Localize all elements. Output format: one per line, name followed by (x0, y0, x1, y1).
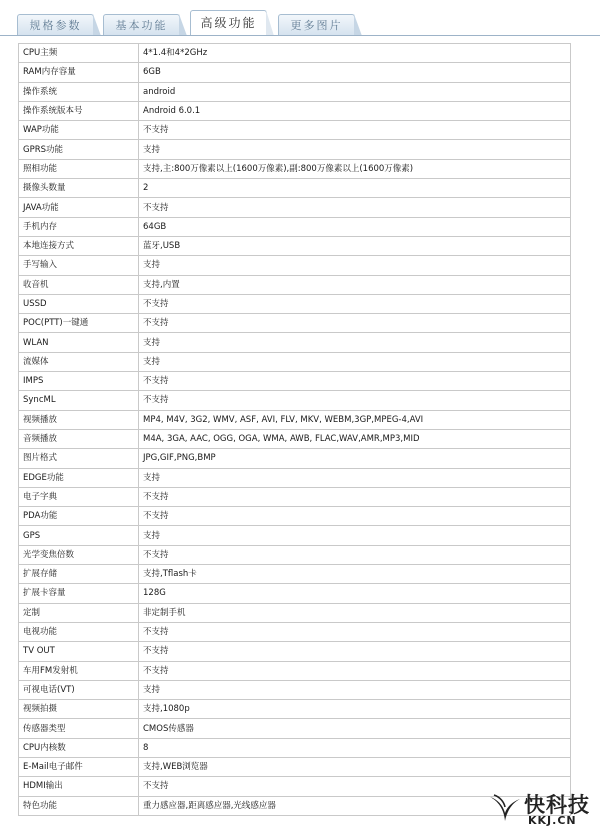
spec-key: E-Mail电子邮件 (19, 757, 139, 776)
spec-key: RAM内存容量 (19, 63, 139, 82)
table-row (19, 526, 571, 545)
spec-value: JPG,GIF,PNG,BMP (139, 449, 571, 468)
spec-key: WAP功能 (19, 121, 139, 140)
table-row (19, 622, 571, 641)
table-row (19, 680, 571, 699)
spec-key: SyncML (19, 391, 139, 410)
spec-value: 不支持 (139, 777, 571, 796)
spec-key: 视频拍摄 (19, 700, 139, 719)
table-row (19, 410, 571, 429)
bird-icon (488, 793, 522, 823)
spec-value: M4A, 3GA, AAC, OGG, OGA, WMA, AWB, FLAC,WAV,AMR,MP3,MID (139, 429, 571, 448)
spec-value: 2 (139, 179, 571, 198)
table-row (19, 584, 571, 603)
table-row (19, 294, 571, 313)
spec-value: 不支持 (139, 545, 571, 564)
table-row (19, 314, 571, 333)
spec-key: 扩展卡容量 (19, 584, 139, 603)
spec-key: 光学变焦倍数 (19, 545, 139, 564)
spec-key: IMPS (19, 372, 139, 391)
table-row (19, 140, 571, 159)
table-row (19, 661, 571, 680)
spec-key: 流媒体 (19, 352, 139, 371)
spec-key: 扩展存储 (19, 565, 139, 584)
spec-value: 不支持 (139, 198, 571, 217)
table-row (19, 256, 571, 275)
spec-key: 音频播放 (19, 429, 139, 448)
table-row (19, 757, 571, 776)
spec-value: 不支持 (139, 487, 571, 506)
table-row (19, 372, 571, 391)
spec-value: 支持 (139, 333, 571, 352)
spec-value: 不支持 (139, 294, 571, 313)
spec-key: TV OUT (19, 642, 139, 661)
spec-value: 重力感应器,距离感应器,光线感应器 (139, 796, 571, 815)
spec-value: MP4, M4V, 3G2, WMV, ASF, AVI, FLV, MKV, WEBM,3GP,MPEG-4,AVI (139, 410, 571, 429)
table-row (19, 487, 571, 506)
spec-key: JAVA功能 (19, 198, 139, 217)
spec-key: 车用FM发射机 (19, 661, 139, 680)
table-row (19, 352, 571, 371)
tab-divider (0, 35, 600, 36)
tab-more-images[interactable]: 更多图片 (278, 14, 355, 36)
spec-value: android (139, 82, 571, 101)
spec-key: 电视功能 (19, 622, 139, 641)
spec-key: CPU主频 (19, 44, 139, 63)
spec-key: 手机内存 (19, 217, 139, 236)
spec-key: 摄像头数量 (19, 179, 139, 198)
spec-value: 非定制手机 (139, 603, 571, 622)
watermark-name: 快科技 (524, 793, 590, 817)
spec-value: 128G (139, 584, 571, 603)
spec-value: 64GB (139, 217, 571, 236)
table-row (19, 719, 571, 738)
spec-value: 支持,1080p (139, 700, 571, 719)
table-row (19, 468, 571, 487)
spec-value: 支持,WEB浏览器 (139, 757, 571, 776)
spec-key: 图片格式 (19, 449, 139, 468)
spec-key: 操作系统 (19, 82, 139, 101)
spec-key: CPU内核数 (19, 738, 139, 757)
spec-value: 支持,Tflash卡 (139, 565, 571, 584)
spec-key: 手写输入 (19, 256, 139, 275)
table-row (19, 391, 571, 410)
spec-value: 6GB (139, 63, 571, 82)
table-row (19, 159, 571, 178)
spec-key: EDGE功能 (19, 468, 139, 487)
spec-key: 操作系统版本号 (19, 101, 139, 120)
spec-value: 支持,内置 (139, 275, 571, 294)
spec-key: POC(PTT)一键通 (19, 314, 139, 333)
spec-panel (18, 43, 571, 816)
spec-key: PDA功能 (19, 507, 139, 526)
table-row (19, 275, 571, 294)
table-row (19, 236, 571, 255)
spec-key: 照相功能 (19, 159, 139, 178)
spec-value: 不支持 (139, 314, 571, 333)
table-row (19, 198, 571, 217)
spec-value: 不支持 (139, 372, 571, 391)
table-row (19, 603, 571, 622)
spec-value: 支持 (139, 256, 571, 275)
spec-value: CMOS传感器 (139, 719, 571, 738)
spec-table (18, 43, 571, 816)
table-row (19, 101, 571, 120)
spec-key: 传感器类型 (19, 719, 139, 738)
table-row (19, 738, 571, 757)
tab-specs[interactable]: 规格参数 (17, 14, 94, 36)
spec-value: 支持,主:800万像素以上(1600万像素),副:800万像素以上(1600万像素) (139, 159, 571, 178)
tab-basic-functions[interactable]: 基本功能 (103, 14, 180, 36)
spec-value: 4*1.4和4*2GHz (139, 44, 571, 63)
spec-value: 支持 (139, 526, 571, 545)
spec-key: 视频播放 (19, 410, 139, 429)
spec-value: 不支持 (139, 642, 571, 661)
table-row (19, 507, 571, 526)
spec-value: 支持 (139, 140, 571, 159)
table-row (19, 44, 571, 63)
spec-value: 支持 (139, 468, 571, 487)
watermark-domain: KKJ.CN (528, 814, 577, 827)
spec-value: 蓝牙,USB (139, 236, 571, 255)
table-row (19, 449, 571, 468)
spec-value: 支持 (139, 680, 571, 699)
spec-value: 不支持 (139, 622, 571, 641)
watermark-logo (488, 789, 598, 829)
spec-key: USSD (19, 294, 139, 313)
table-row (19, 333, 571, 352)
table-row (19, 700, 571, 719)
spec-value: 不支持 (139, 391, 571, 410)
spec-value: 8 (139, 738, 571, 757)
spec-key: 特色功能 (19, 796, 139, 815)
table-row (19, 121, 571, 140)
table-row (19, 217, 571, 236)
spec-value: 不支持 (139, 661, 571, 680)
spec-key: 可视电话(VT) (19, 680, 139, 699)
table-row (19, 82, 571, 101)
spec-value: 支持 (139, 352, 571, 371)
spec-value: Android 6.0.1 (139, 101, 571, 120)
tab-bar (0, 0, 600, 38)
table-row (19, 545, 571, 564)
table-row (19, 565, 571, 584)
spec-key: WLAN (19, 333, 139, 352)
tab-advanced-functions[interactable]: 高级功能 (190, 10, 267, 36)
table-row (19, 179, 571, 198)
spec-key: 电子字典 (19, 487, 139, 506)
spec-key: 定制 (19, 603, 139, 622)
spec-key: HDMI输出 (19, 777, 139, 796)
spec-key: GPS (19, 526, 139, 545)
table-row (19, 63, 571, 82)
spec-key: 收音机 (19, 275, 139, 294)
spec-value: 不支持 (139, 121, 571, 140)
spec-value: 不支持 (139, 507, 571, 526)
table-row (19, 429, 571, 448)
spec-key: 本地连接方式 (19, 236, 139, 255)
table-row (19, 642, 571, 661)
spec-key: GPRS功能 (19, 140, 139, 159)
